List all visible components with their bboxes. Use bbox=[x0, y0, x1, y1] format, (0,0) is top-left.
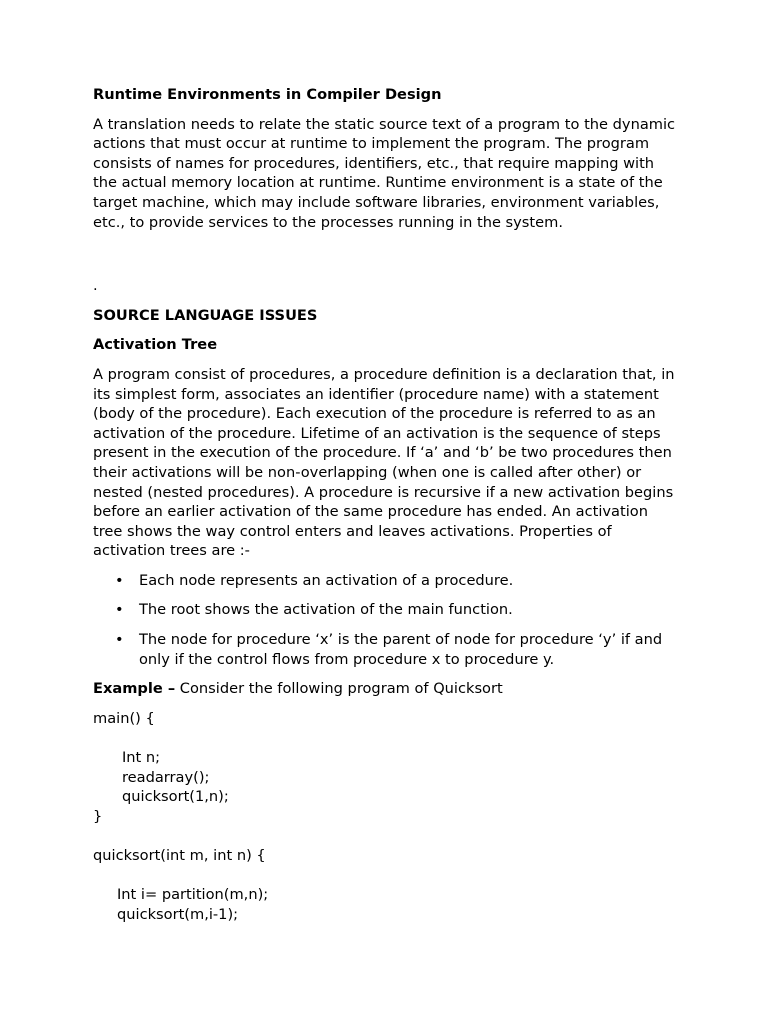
code-line: } bbox=[93, 807, 103, 825]
code-line: quicksort(m,i-1); bbox=[117, 905, 239, 923]
blank-line bbox=[93, 728, 678, 748]
code-block bbox=[93, 709, 678, 925]
blank-line bbox=[93, 826, 678, 846]
code-line: main() { bbox=[93, 709, 155, 727]
subheading-activation-tree: Activation Tree bbox=[93, 336, 218, 354]
section-heading: SOURCE LANGUAGE ISSUES bbox=[93, 306, 318, 324]
example-line bbox=[93, 679, 678, 699]
list-item bbox=[93, 571, 678, 591]
code-line: Int n; bbox=[122, 749, 161, 767]
blank-line bbox=[93, 866, 678, 886]
document-title: Runtime Environments in Compiler Design bbox=[93, 86, 442, 103]
list-item-text: Each node represents an activation of a procedure. bbox=[139, 571, 514, 589]
list-item bbox=[93, 600, 678, 620]
properties-list bbox=[93, 571, 678, 669]
bullet-icon: • bbox=[115, 571, 124, 589]
code-line: Int i= partition(m,n); bbox=[117, 886, 269, 904]
bullet-icon: • bbox=[115, 631, 124, 649]
example-label: Example – bbox=[93, 680, 176, 698]
example-text: Consider the following program of Quicksort bbox=[175, 680, 503, 698]
intro-paragraph: A translation needs to relate the static source text of a program to the dynamic actions that must occur at runtime to implement the program. The program consists of names for procedures, identifiers, etc., that require mapping with the actual memory location at runtime. Runtime environment is a state of the target machine, which may include software libraries, environment variables, etc., to provide services to the processes running in the system. bbox=[93, 115, 676, 231]
bullet-icon: • bbox=[115, 601, 124, 619]
code-line: readarray(); bbox=[122, 768, 210, 786]
activation-paragraph: A program consist of procedures, a procedure definition is a declaration that, in its simplest form, associates an identifier (procedure name) with a statement (body of the procedure). Each execution of the procedure is referred to as an activation of the procedure. Lifetime of an activation is the sequence of steps present in the execution of the procedure. If ‘a’ and ‘b’ be two procedures then their activations will be non-overlapping (when one is called after other) or nested (nested procedures). A procedure is recursive if a new activation begins before an earlier activation of the same procedure has ended. An activation tree shows the way control enters and leaves activations. Properties of activation trees are :- bbox=[93, 365, 675, 560]
list-item bbox=[93, 630, 678, 669]
code-line: quicksort(int m, int n) { bbox=[93, 847, 266, 864]
code-line: quicksort(1,n); bbox=[122, 788, 229, 806]
list-item-text: The node for procedure ‘x’ is the parent of node for procedure ‘y’ if and only if the control flows from procedure x to procedure y. bbox=[139, 631, 663, 668]
list-item-text: The root shows the activation of the main function. bbox=[139, 601, 513, 619]
stray-dot: . bbox=[93, 277, 98, 295]
